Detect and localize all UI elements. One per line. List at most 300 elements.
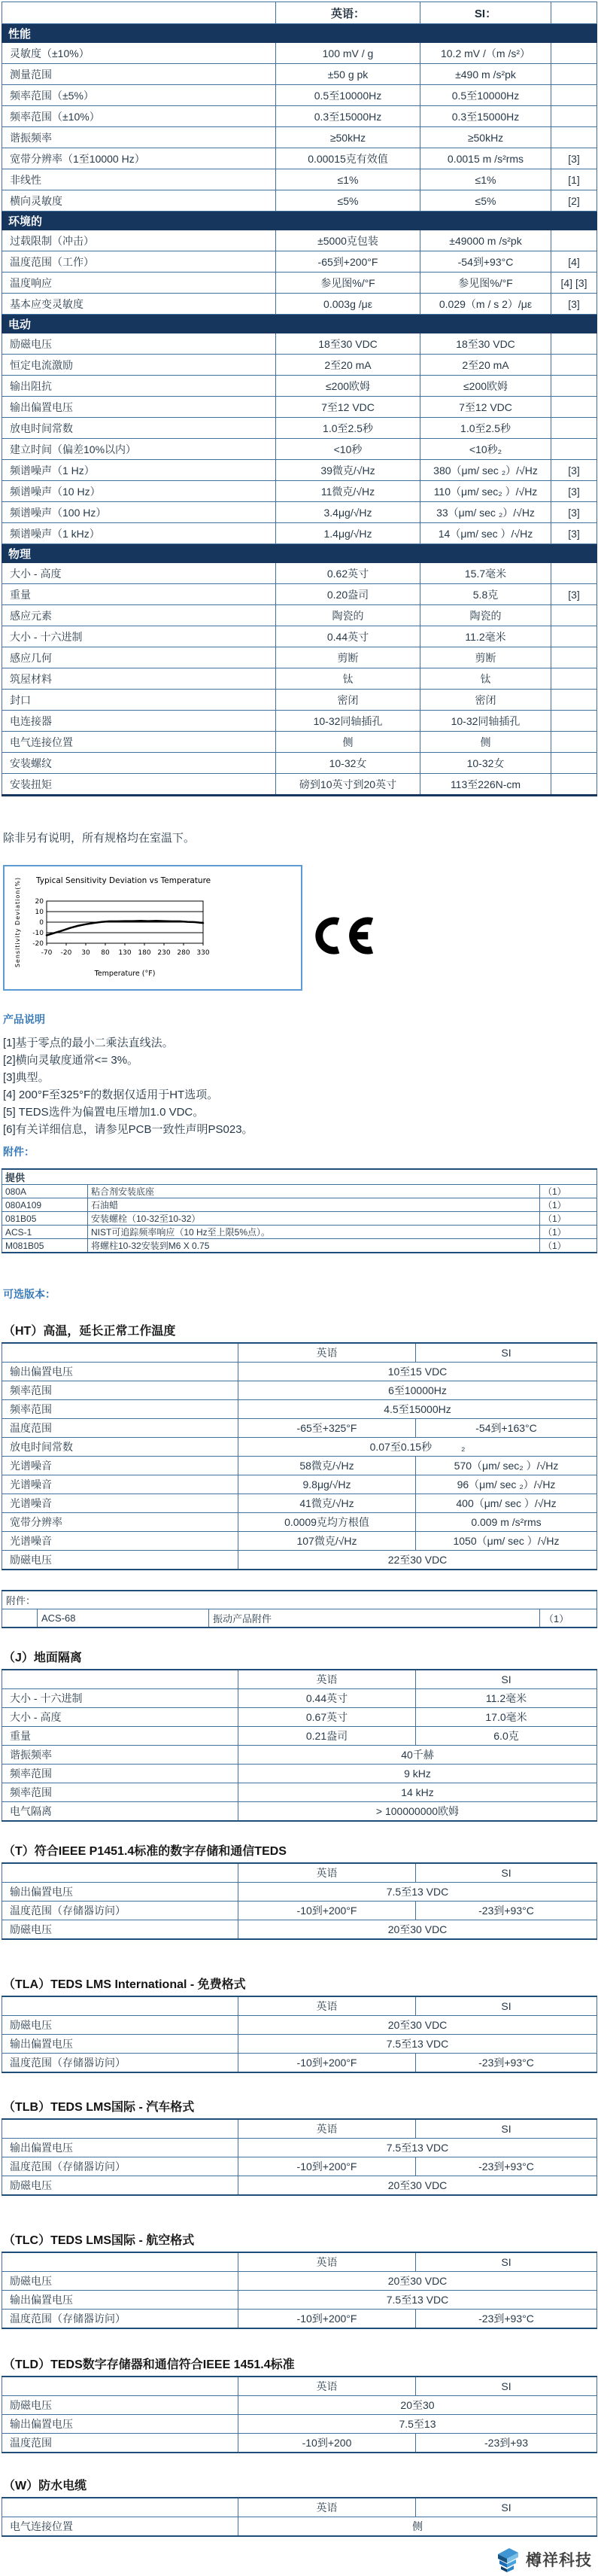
spec-si-value: 33（μm/ sec ₂）/√Hz — [420, 502, 551, 523]
spec-label: 频谱噪声（1 Hz） — [2, 460, 276, 481]
spec-merged-value: 7.5至13 VDC — [238, 2139, 597, 2157]
version-title-w: （W）防水电缆 — [3, 2480, 87, 2492]
spec-si-value: ±49000 m /s²pk — [420, 230, 551, 251]
chart-x-tick-label: 30 — [81, 949, 90, 957]
version-spec-row — [2, 1438, 597, 1457]
spec-english-value: 侧 — [276, 732, 420, 753]
version-table-tla — [2, 1996, 597, 2073]
version-title-tlc: （TLC）TEDS LMS国际 - 航空格式 — [3, 2234, 195, 2247]
empty-header-cell — [2, 1863, 238, 1883]
spec-label: 温度范围（存储器访问） — [2, 1902, 238, 1920]
version-spec-row — [2, 1920, 597, 1940]
english-column-header: 英语 — [238, 1996, 416, 2016]
spec-note-ref — [551, 43, 597, 64]
spec-label: 大小 - 十六进制 — [2, 1689, 238, 1708]
section-title: 物理 — [2, 544, 597, 563]
spec-english-value: 剪断 — [276, 647, 420, 668]
spec-row — [2, 753, 597, 774]
spec-si-value: 96（μm/ sec ₂）/√Hz — [416, 1475, 597, 1494]
spec-english-value: 9.8μg/√Hz — [238, 1475, 416, 1494]
sensitivity-deviation-chart — [3, 865, 302, 991]
spec-si-value: 0.009 m /s²rms — [416, 1513, 597, 1532]
english-column-header: 英语： — [276, 2, 420, 24]
spec-english-value: 0.44英寸 — [276, 626, 420, 647]
spec-note-ref — [551, 563, 597, 584]
spec-english-value: -10到+200°F — [238, 2310, 416, 2329]
english-column-header: 英语 — [238, 1343, 416, 1363]
accessory-quantity: （1） — [540, 1198, 597, 1212]
spec-merged-value: 20至30 — [238, 2396, 597, 2415]
spec-note-ref: [4] [3] — [551, 273, 597, 294]
si-column-header: SI — [416, 1670, 597, 1689]
accessory-code: ACS-1 — [2, 1226, 88, 1239]
spec-label: 灵敏度（±10%） — [2, 43, 276, 64]
spec-label: 光谱噪音 — [2, 1494, 238, 1513]
spec-english-value: 11微克/√Hz — [276, 481, 420, 502]
spec-label: 放电时间常数 — [2, 1438, 238, 1457]
empty-header-cell — [2, 2, 276, 24]
spec-label: 感应元素 — [2, 605, 276, 626]
spec-note-ref: [1] — [551, 169, 597, 190]
english-column-header: 英语 — [238, 1863, 416, 1883]
spec-row — [2, 43, 597, 64]
version-table-t — [2, 1862, 597, 1940]
spec-label: 封口 — [2, 690, 276, 711]
spec-row — [2, 294, 597, 315]
spec-row — [2, 481, 597, 502]
spec-label: 输出偏置电压 — [2, 1883, 238, 1902]
product-note: [4] 200°F至325°F的数据仅适用于HT选项。 — [3, 1089, 219, 1101]
spec-merged-value: 14 kHz — [238, 1783, 597, 1802]
spec-label: 光谱噪音 — [2, 1475, 238, 1494]
spec-si-value: 570（μm/ sec₂ ）/√Hz — [416, 1457, 597, 1475]
english-column-header: 英语 — [238, 2377, 416, 2396]
spec-label: 测量范围 — [2, 64, 276, 85]
version-column-header-row — [2, 1670, 597, 1689]
spec-si-value: 400（μm/ sec ）/√Hz — [416, 1494, 597, 1513]
spec-english-value: 0.003g /με — [276, 294, 420, 315]
version-spec-row — [2, 2396, 597, 2415]
version-spec-row — [2, 2272, 597, 2291]
empty-header-cell — [2, 1670, 238, 1689]
spec-english-value: 密闭 — [276, 690, 420, 711]
chart-y-tick-label: -20 — [32, 940, 44, 948]
spec-row — [2, 251, 597, 273]
spec-si-value: ≤1% — [420, 169, 551, 190]
spec-si-value: 110（μm/ sec₂ ）/√Hz — [420, 481, 551, 502]
chart-y-tick-label: 0 — [39, 919, 44, 927]
version-spec-row — [2, 2139, 597, 2157]
spec-english-value: 7至12 VDC — [276, 397, 420, 418]
version-spec-row — [2, 1746, 597, 1765]
spec-merged-value: 9 kHz — [238, 1765, 597, 1783]
spec-note-ref — [551, 711, 597, 732]
spec-row — [2, 148, 597, 169]
spec-si-value: 15.7毫米 — [420, 563, 551, 584]
spec-english-value: 58微克/√Hz — [238, 1457, 416, 1475]
version-spec-row — [2, 1532, 597, 1551]
si-column-header: SI： — [420, 2, 551, 24]
spec-row — [2, 169, 597, 190]
spec-si-value: 6.0克 — [416, 1727, 597, 1746]
version-column-header-row — [2, 2119, 597, 2139]
si-column-header: SI — [416, 2498, 597, 2517]
spec-row — [2, 668, 597, 690]
spec-note-ref — [551, 106, 597, 127]
accessory-code: M081B05 — [2, 1239, 88, 1253]
version-spec-row — [2, 2176, 597, 2196]
accessory-code: 080A — [2, 1185, 88, 1198]
accessory-code: 081B05 — [2, 1212, 88, 1226]
spec-merged-value: 20至30 VDC — [238, 2176, 597, 2196]
spec-row — [2, 523, 597, 544]
spec-row — [2, 273, 597, 294]
spec-note-ref — [551, 333, 597, 355]
spec-note-ref: [4] — [551, 251, 597, 273]
spec-english-value: 41微克/√Hz — [238, 1494, 416, 1513]
english-column-header: 英语 — [238, 1670, 416, 1689]
spec-label: 温度范围（存储器访问） — [2, 2054, 238, 2073]
spec-note-ref — [551, 626, 597, 647]
spec-note-ref: [3] — [551, 148, 597, 169]
accessory-description: NIST可追踪频率响应（10 Hz至上限5%点）。 — [88, 1226, 540, 1239]
spec-label: 输出偏置电压 — [2, 2415, 238, 2434]
spec-label: 过载限制（冲击） — [2, 230, 276, 251]
spec-si-value: 7至12 VDC — [420, 397, 551, 418]
brand-logo — [2, 2543, 592, 2576]
spec-row — [2, 647, 597, 668]
chart-canvas — [5, 866, 298, 986]
section-header-row — [2, 24, 597, 43]
spec-si-value: ±490 m /s²pk — [420, 64, 551, 85]
chart-y-axis-label: Sensitivity Deviation(%) — [14, 876, 21, 968]
spec-merged-value: 20至30 VDC — [238, 2272, 597, 2291]
accessory-description: 石油蜡 — [88, 1198, 540, 1212]
english-column-header: 英语 — [238, 2252, 416, 2272]
spec-label: 光谱噪音 — [2, 1532, 238, 1551]
accessory-row — [2, 1226, 597, 1239]
spec-si-value: 5.8克 — [420, 584, 551, 605]
spec-si-value: 11.2毫米 — [416, 1689, 597, 1708]
spec-merged-value: 10至15 VDC — [238, 1363, 597, 1381]
spec-english-value: 18至30 VDC — [276, 333, 420, 355]
spec-label: 励磁电压 — [2, 1551, 238, 1570]
spec-si-value: 11.2毫米 — [420, 626, 551, 647]
column-header-row — [2, 2, 597, 24]
chart-y-tick-label: 10 — [35, 909, 44, 916]
spec-english-value: 0.20盎司 — [276, 584, 420, 605]
accessory-description: 将螺柱10-32安装到M6 X 0.75 — [88, 1239, 540, 1253]
version-spec-row — [2, 2434, 597, 2453]
accessories-header-row — [2, 1169, 597, 1185]
version-column-header-row — [2, 2377, 597, 2396]
accessory-quantity: （1） — [540, 1226, 597, 1239]
version-spec-row — [2, 1551, 597, 1570]
version-spec-row — [2, 1765, 597, 1783]
version-spec-row — [2, 1708, 597, 1727]
product-notes-title: 产品说明 — [3, 1013, 45, 1025]
spec-note-ref — [551, 355, 597, 376]
spec-english-value: 0.0009克均方根值 — [238, 1513, 416, 1532]
spec-note-ref: [3] — [551, 294, 597, 315]
spec-merged-value: 20至30 VDC — [238, 2016, 597, 2035]
spec-label: 筑屋材料 — [2, 668, 276, 690]
room-temperature-note: 除非另有说明，所有规格均在室温下。 — [3, 832, 196, 845]
spec-si-value: 剪断 — [420, 647, 551, 668]
spec-si-value: 1050（μm/ sec ）/√Hz — [416, 1532, 597, 1551]
spec-label: 宽带分辨率（1至10000 Hz） — [2, 148, 276, 169]
version-accessory-header: 附件： — [2, 1591, 597, 1609]
spec-english-value: 10-32女 — [276, 753, 420, 774]
spec-label: 光谱噪音 — [2, 1457, 238, 1475]
main-spec-table — [2, 2, 597, 796]
version-table-tlc — [2, 2252, 597, 2329]
spec-label: 励磁电压 — [2, 2272, 238, 2291]
spec-english-value: -10到+200°F — [238, 1902, 416, 1920]
spec-english-value: 107微克/√Hz — [238, 1532, 416, 1551]
spec-label: 重量 — [2, 1727, 238, 1746]
version-spec-row — [2, 1902, 597, 1920]
spec-si-value: 10.2 mV /（m /s²） — [420, 43, 551, 64]
version-column-header-row — [2, 2498, 597, 2517]
version-spec-row — [2, 2310, 597, 2329]
spec-english-value: -10到+200°F — [238, 2054, 416, 2073]
spec-row — [2, 397, 597, 418]
spec-label: 大小 - 高度 — [2, 1708, 238, 1727]
spec-label: 安装螺纹 — [2, 753, 276, 774]
spec-label: 励磁电压 — [2, 1920, 238, 1940]
accessory-code: ACS-68 — [38, 1609, 209, 1628]
spec-label: 励磁电压 — [2, 333, 276, 355]
spec-label: 安装扭矩 — [2, 774, 276, 796]
version-table-w — [2, 2497, 597, 2537]
spec-english-value: 10-32同轴插孔 — [276, 711, 420, 732]
spec-merged-value: 4.5至15000Hz — [238, 1400, 597, 1419]
spec-note-ref — [551, 439, 597, 460]
spec-english-value: 0.5至10000Hz — [276, 85, 420, 106]
spec-label: 放电时间常数 — [2, 418, 276, 439]
supplied-accessories-table — [2, 1168, 597, 1253]
empty-header-cell — [2, 2377, 238, 2396]
spec-si-value: 380（μm/ sec ₂）/√Hz — [420, 460, 551, 481]
version-column-header-row — [2, 1343, 597, 1363]
accessory-code: 080A109 — [2, 1198, 88, 1212]
accessory-row — [2, 1212, 597, 1226]
spec-english-value: 参见图%/°F — [276, 273, 420, 294]
spec-label: 横向灵敏度 — [2, 190, 276, 212]
spec-label: 非线性 — [2, 169, 276, 190]
accessory-quantity: （1） — [540, 1185, 597, 1198]
version-spec-row — [2, 1883, 597, 1902]
chart-data-line — [47, 921, 203, 935]
empty-header-cell — [2, 2252, 238, 2272]
version-spec-row — [2, 1513, 597, 1532]
spec-row — [2, 333, 597, 355]
spec-row — [2, 690, 597, 711]
spec-merged-value: 7.5至13 VDC — [238, 1883, 597, 1902]
spec-english-value: ≤1% — [276, 169, 420, 190]
spec-english-value: 1.4μg/√Hz — [276, 523, 420, 544]
spec-english-value: -65到+200°F — [276, 251, 420, 273]
version-table-tld — [2, 2376, 597, 2453]
product-note: [1]基于零点的最小二乘法直线法。 — [3, 1037, 174, 1049]
accessories-title: 附件： — [3, 1146, 35, 1158]
spec-si-value: -23到+93 — [416, 2434, 597, 2453]
spec-english-value: 0.00015克有效值 — [276, 148, 420, 169]
spec-label: 感应几何 — [2, 647, 276, 668]
spec-label: 频率范围（±10%） — [2, 106, 276, 127]
spec-english-value: 39微克/√Hz — [276, 460, 420, 481]
spec-si-value: -54到+93°C — [420, 251, 551, 273]
version-spec-row — [2, 1475, 597, 1494]
spec-row — [2, 774, 597, 796]
spec-si-value: <10秒₂ — [420, 439, 551, 460]
spec-english-value: 0.21盎司 — [238, 1727, 416, 1746]
version-title-tla: （TLA）TEDS LMS International - 免费格式 — [3, 1978, 246, 1991]
brand-name: 樽祥科技 — [526, 2552, 592, 2569]
optional-versions-title: 可选版本： — [3, 1288, 56, 1300]
spec-note-ref — [551, 64, 597, 85]
spec-note-ref: [3] — [551, 523, 597, 544]
spec-label: 温度范围 — [2, 1419, 238, 1438]
si-column-header: SI — [416, 1343, 597, 1363]
version-column-header-row — [2, 1863, 597, 1883]
version-spec-row — [2, 1783, 597, 1802]
accessories-header: 提供 — [2, 1169, 597, 1185]
spec-label: 频谱噪声（100 Hz） — [2, 502, 276, 523]
version-spec-row — [2, 1419, 597, 1438]
accessory-row — [2, 1239, 597, 1253]
spec-label: 电气隔离 — [2, 1802, 238, 1822]
spec-label: 建立时间（偏差10%以内） — [2, 439, 276, 460]
spec-si-value: -23到+93°C — [416, 1902, 597, 1920]
spec-label: 恒定电流激励 — [2, 355, 276, 376]
spec-note-ref: [3] — [551, 502, 597, 523]
spec-english-value: 陶瓷的 — [276, 605, 420, 626]
spec-label: 输出阻抗 — [2, 376, 276, 397]
empty-header-cell — [551, 2, 597, 24]
version-title-j: （J）地面隔离 — [3, 1652, 82, 1664]
spec-row — [2, 106, 597, 127]
chart-x-tick-label: 130 — [118, 949, 132, 957]
spec-label: 电气连接位置 — [2, 2517, 238, 2537]
spec-label: 频率范围 — [2, 1381, 238, 1400]
version-accessory-table — [2, 1590, 597, 1628]
version-spec-row — [2, 2054, 597, 2073]
spec-si-value: ≤5% — [420, 190, 551, 212]
version-accessory-header-row — [2, 1591, 597, 1609]
product-note: [3]典型。 — [3, 1071, 50, 1084]
version-title-t: （T）符合IEEE P1451.4标准的数字存储和通信TEDS — [3, 1845, 287, 1858]
version-spec-row — [2, 1727, 597, 1746]
chart-x-tick-label: 280 — [177, 949, 190, 957]
accessory-quantity: （1） — [540, 1212, 597, 1226]
spec-merged-value: 7.5至13 VDC — [238, 2035, 597, 2054]
spec-row — [2, 460, 597, 481]
ce-mark-icon — [311, 915, 376, 957]
spec-si-value: ≤200欧姆 — [420, 376, 551, 397]
spec-label: 温度范围（存储器访问） — [2, 2310, 238, 2329]
version-title-tlb: （TLB）TEDS LMS国际 - 汽车格式 — [3, 2101, 195, 2114]
spec-note-ref — [551, 605, 597, 626]
spec-english-value: ≤200欧姆 — [276, 376, 420, 397]
chart-x-tick-label: 180 — [138, 949, 151, 957]
spec-label: 温度范围（存储器访问） — [2, 2157, 238, 2176]
empty-header-cell — [2, 1343, 238, 1363]
version-spec-row — [2, 1494, 597, 1513]
chart-x-tick-label: 230 — [157, 949, 171, 957]
si-column-header: SI — [416, 2119, 597, 2139]
spec-english-value: -10到+200 — [238, 2434, 416, 2453]
version-spec-row — [2, 1802, 597, 1822]
version-spec-row — [2, 1363, 597, 1381]
accessory-description: 粘合剂安装底座 — [88, 1185, 540, 1198]
spec-si-value: 0.0015 m /s²rms — [420, 148, 551, 169]
spec-note-ref — [551, 732, 597, 753]
version-spec-row — [2, 2415, 597, 2434]
spec-row — [2, 563, 597, 584]
version-column-header-row — [2, 2252, 597, 2272]
accessory-quantity: （1） — [540, 1239, 597, 1253]
spec-si-value: -54到+163°C — [416, 1419, 597, 1438]
version-spec-row — [2, 1381, 597, 1400]
spec-english-value: 钛 — [276, 668, 420, 690]
version-title-ht: （HT）高温，延长正常工作温度 — [3, 1325, 176, 1338]
spec-label: 谐振频率 — [2, 1746, 238, 1765]
spec-label: 频谱噪声（1 kHz） — [2, 523, 276, 544]
spec-si-value: 陶瓷的 — [420, 605, 551, 626]
spec-si-value: ≥50kHz — [420, 127, 551, 148]
spec-merged-value: 22至30 VDC — [238, 1551, 597, 1570]
spec-label: 输出偏置电压 — [2, 2291, 238, 2310]
spec-note-ref — [551, 397, 597, 418]
spec-label: 大小 - 十六进制 — [2, 626, 276, 647]
spec-english-value: 磅到10英寸到20英寸 — [276, 774, 420, 796]
spec-english-value: ±50 g pk — [276, 64, 420, 85]
brand-logo-icon — [493, 2544, 523, 2574]
spec-merged-value: 侧 — [238, 2517, 597, 2537]
spec-label: 频率范围 — [2, 1765, 238, 1783]
spec-si-value: 0.029（m / s 2）/με — [420, 294, 551, 315]
spec-si-value: -23到+93°C — [416, 2054, 597, 2073]
spec-label: 励磁电压 — [2, 2016, 238, 2035]
version-table-tlb — [2, 2118, 597, 2196]
spec-note-ref — [551, 690, 597, 711]
spec-label: 宽带分辨率 — [2, 1513, 238, 1532]
spec-label: 温度范围（工作） — [2, 251, 276, 273]
spec-english-value: 2至20 mA — [276, 355, 420, 376]
version-spec-row — [2, 2291, 597, 2310]
chart-y-tick-label: 20 — [35, 898, 44, 906]
spec-label: 输出偏置电压 — [2, 397, 276, 418]
spec-row — [2, 418, 597, 439]
spec-merged-value: 6至10000Hz — [238, 1381, 597, 1400]
spec-note-ref — [551, 774, 597, 796]
indent-cell — [2, 1609, 38, 1628]
version-accessory-row — [2, 1609, 597, 1628]
spec-merged-value: 7.5至13 — [238, 2415, 597, 2434]
spec-note-ref — [551, 376, 597, 397]
spec-label: 输出偏置电压 — [2, 1363, 238, 1381]
spec-english-value: ≥50kHz — [276, 127, 420, 148]
spec-label: 基本应变灵敏度 — [2, 294, 276, 315]
spec-label: 频率范围（±5%） — [2, 85, 276, 106]
spec-note-ref: [3] — [551, 460, 597, 481]
product-note: [2]横向灵敏度通常<= 3%。 — [3, 1054, 139, 1067]
spec-english-value: -10到+200°F — [238, 2157, 416, 2176]
spec-si-value: -23到+93°C — [416, 2310, 597, 2329]
spec-si-value: 侧 — [420, 732, 551, 753]
